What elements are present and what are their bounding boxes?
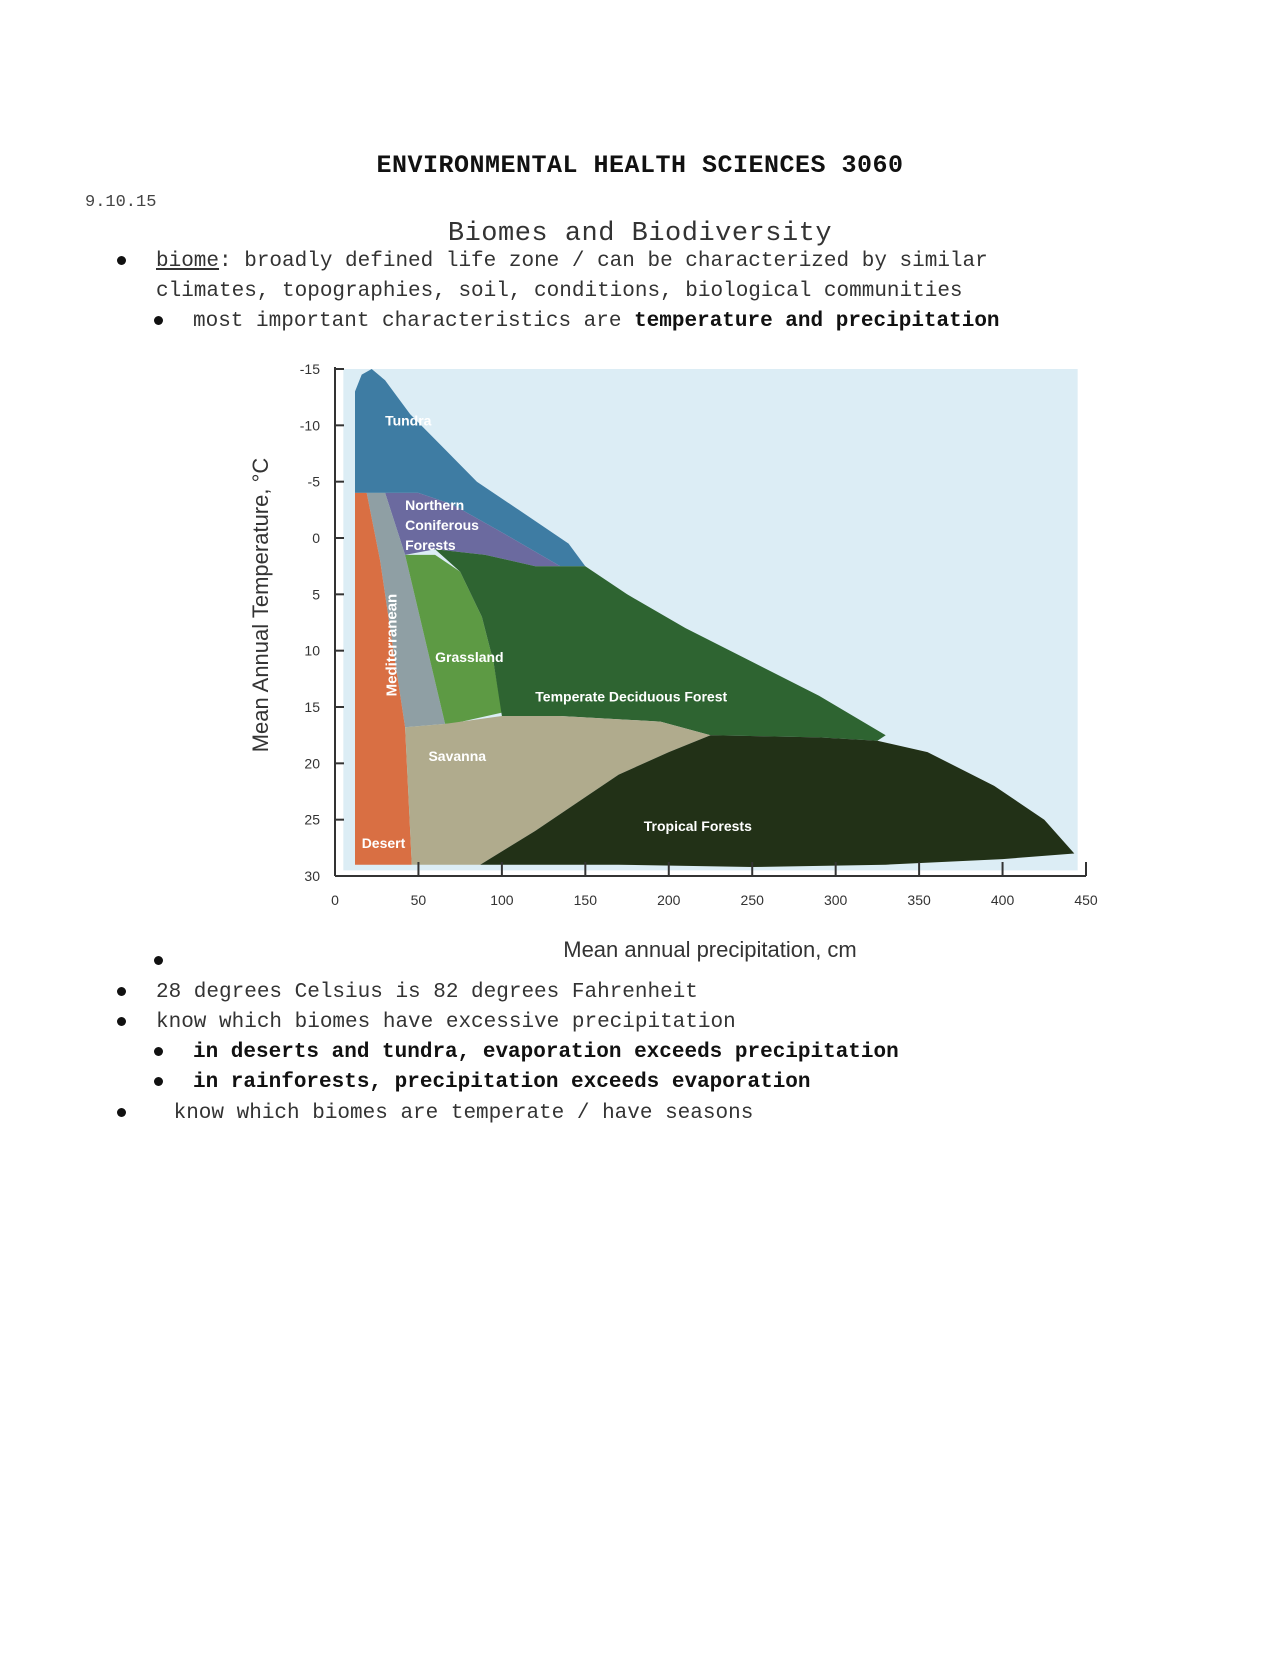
- y-tick-label: -10: [299, 417, 320, 434]
- y-axis-label: Mean Annual Temperature, °C: [248, 457, 273, 753]
- x-tick-label: 400: [990, 892, 1015, 908]
- x-tick-label: 50: [410, 892, 427, 908]
- x-axis-label: Mean annual precipitation, cm: [563, 937, 857, 962]
- y-tick-label: -5: [307, 473, 320, 490]
- x-tick-label: 200: [657, 892, 681, 908]
- y-tick-label: 10: [304, 642, 320, 659]
- bullet-dot: [117, 1017, 126, 1026]
- bullet-dot: [154, 956, 163, 965]
- x-tick-label: 250: [740, 892, 764, 908]
- y-tick-label: 20: [304, 755, 320, 772]
- region-label-mediterranean: Mediterranean: [383, 593, 401, 697]
- y-tick-label: 30: [304, 868, 320, 884]
- biome-definition-line2: climates, topographies, soil, conditions, biological communities: [156, 280, 963, 303]
- biome-term: biome: [156, 250, 220, 273]
- region-label-tropical-forests: Tropical Forests: [643, 817, 752, 834]
- precipitation-note: know which biomes have excessive precipitation: [156, 1011, 736, 1034]
- bullet-dot: [154, 1077, 163, 1086]
- temperate-note: know which biomes are temperate / have seasons: [161, 1102, 754, 1125]
- bullet-dot: [117, 1108, 126, 1117]
- x-tick-label: 100: [490, 892, 514, 908]
- bullet-dot: [117, 987, 126, 996]
- biome-definition-text: : broadly defined life zone / can be characterized by similar: [219, 250, 988, 273]
- characteristics-prefix: most important characteristics are: [193, 310, 635, 333]
- y-tick-label: 0: [312, 530, 320, 546]
- region-label-desert: Desert: [361, 834, 406, 851]
- region-label-tundra: Tundra: [385, 412, 432, 429]
- characteristics-bold: temperature and precipitation: [634, 310, 1000, 333]
- bullet-dot: [154, 1047, 163, 1056]
- course-title: ENVIRONMENTAL HEALTH SCIENCES 3060: [376, 151, 904, 180]
- region-label-temperate-deciduous-forest: Temperate Deciduous Forest: [535, 688, 728, 705]
- x-tick-label: 300: [823, 892, 848, 908]
- note-date: 9.10.15: [85, 193, 157, 212]
- x-tick-label: 0: [331, 892, 339, 908]
- document-title: Biomes and Biodiversity: [447, 219, 833, 249]
- y-tick-label: -15: [299, 361, 320, 377]
- x-tick-label: 450: [1074, 892, 1098, 908]
- celsius-note: 28 degrees Celsius is 82 degrees Fahrenheit: [156, 981, 698, 1004]
- y-tick-label: 25: [304, 811, 320, 828]
- x-tick-label: 350: [907, 892, 931, 908]
- region-label-savanna: Savanna: [428, 748, 487, 765]
- region-label-grassland: Grassland: [435, 648, 504, 665]
- rainforest-note: in rainforests, precipitation exceeds evaporation: [193, 1071, 811, 1094]
- deserts-tundra-note: in deserts and tundra, evaporation exceeds precipitation: [193, 1041, 899, 1064]
- x-tick-label: 150: [573, 892, 598, 908]
- region-label-northern-coniferous-forests: Northern Coniferous Forests: [405, 496, 479, 553]
- y-tick-label: 5: [312, 586, 320, 603]
- y-tick-label: 15: [304, 699, 320, 715]
